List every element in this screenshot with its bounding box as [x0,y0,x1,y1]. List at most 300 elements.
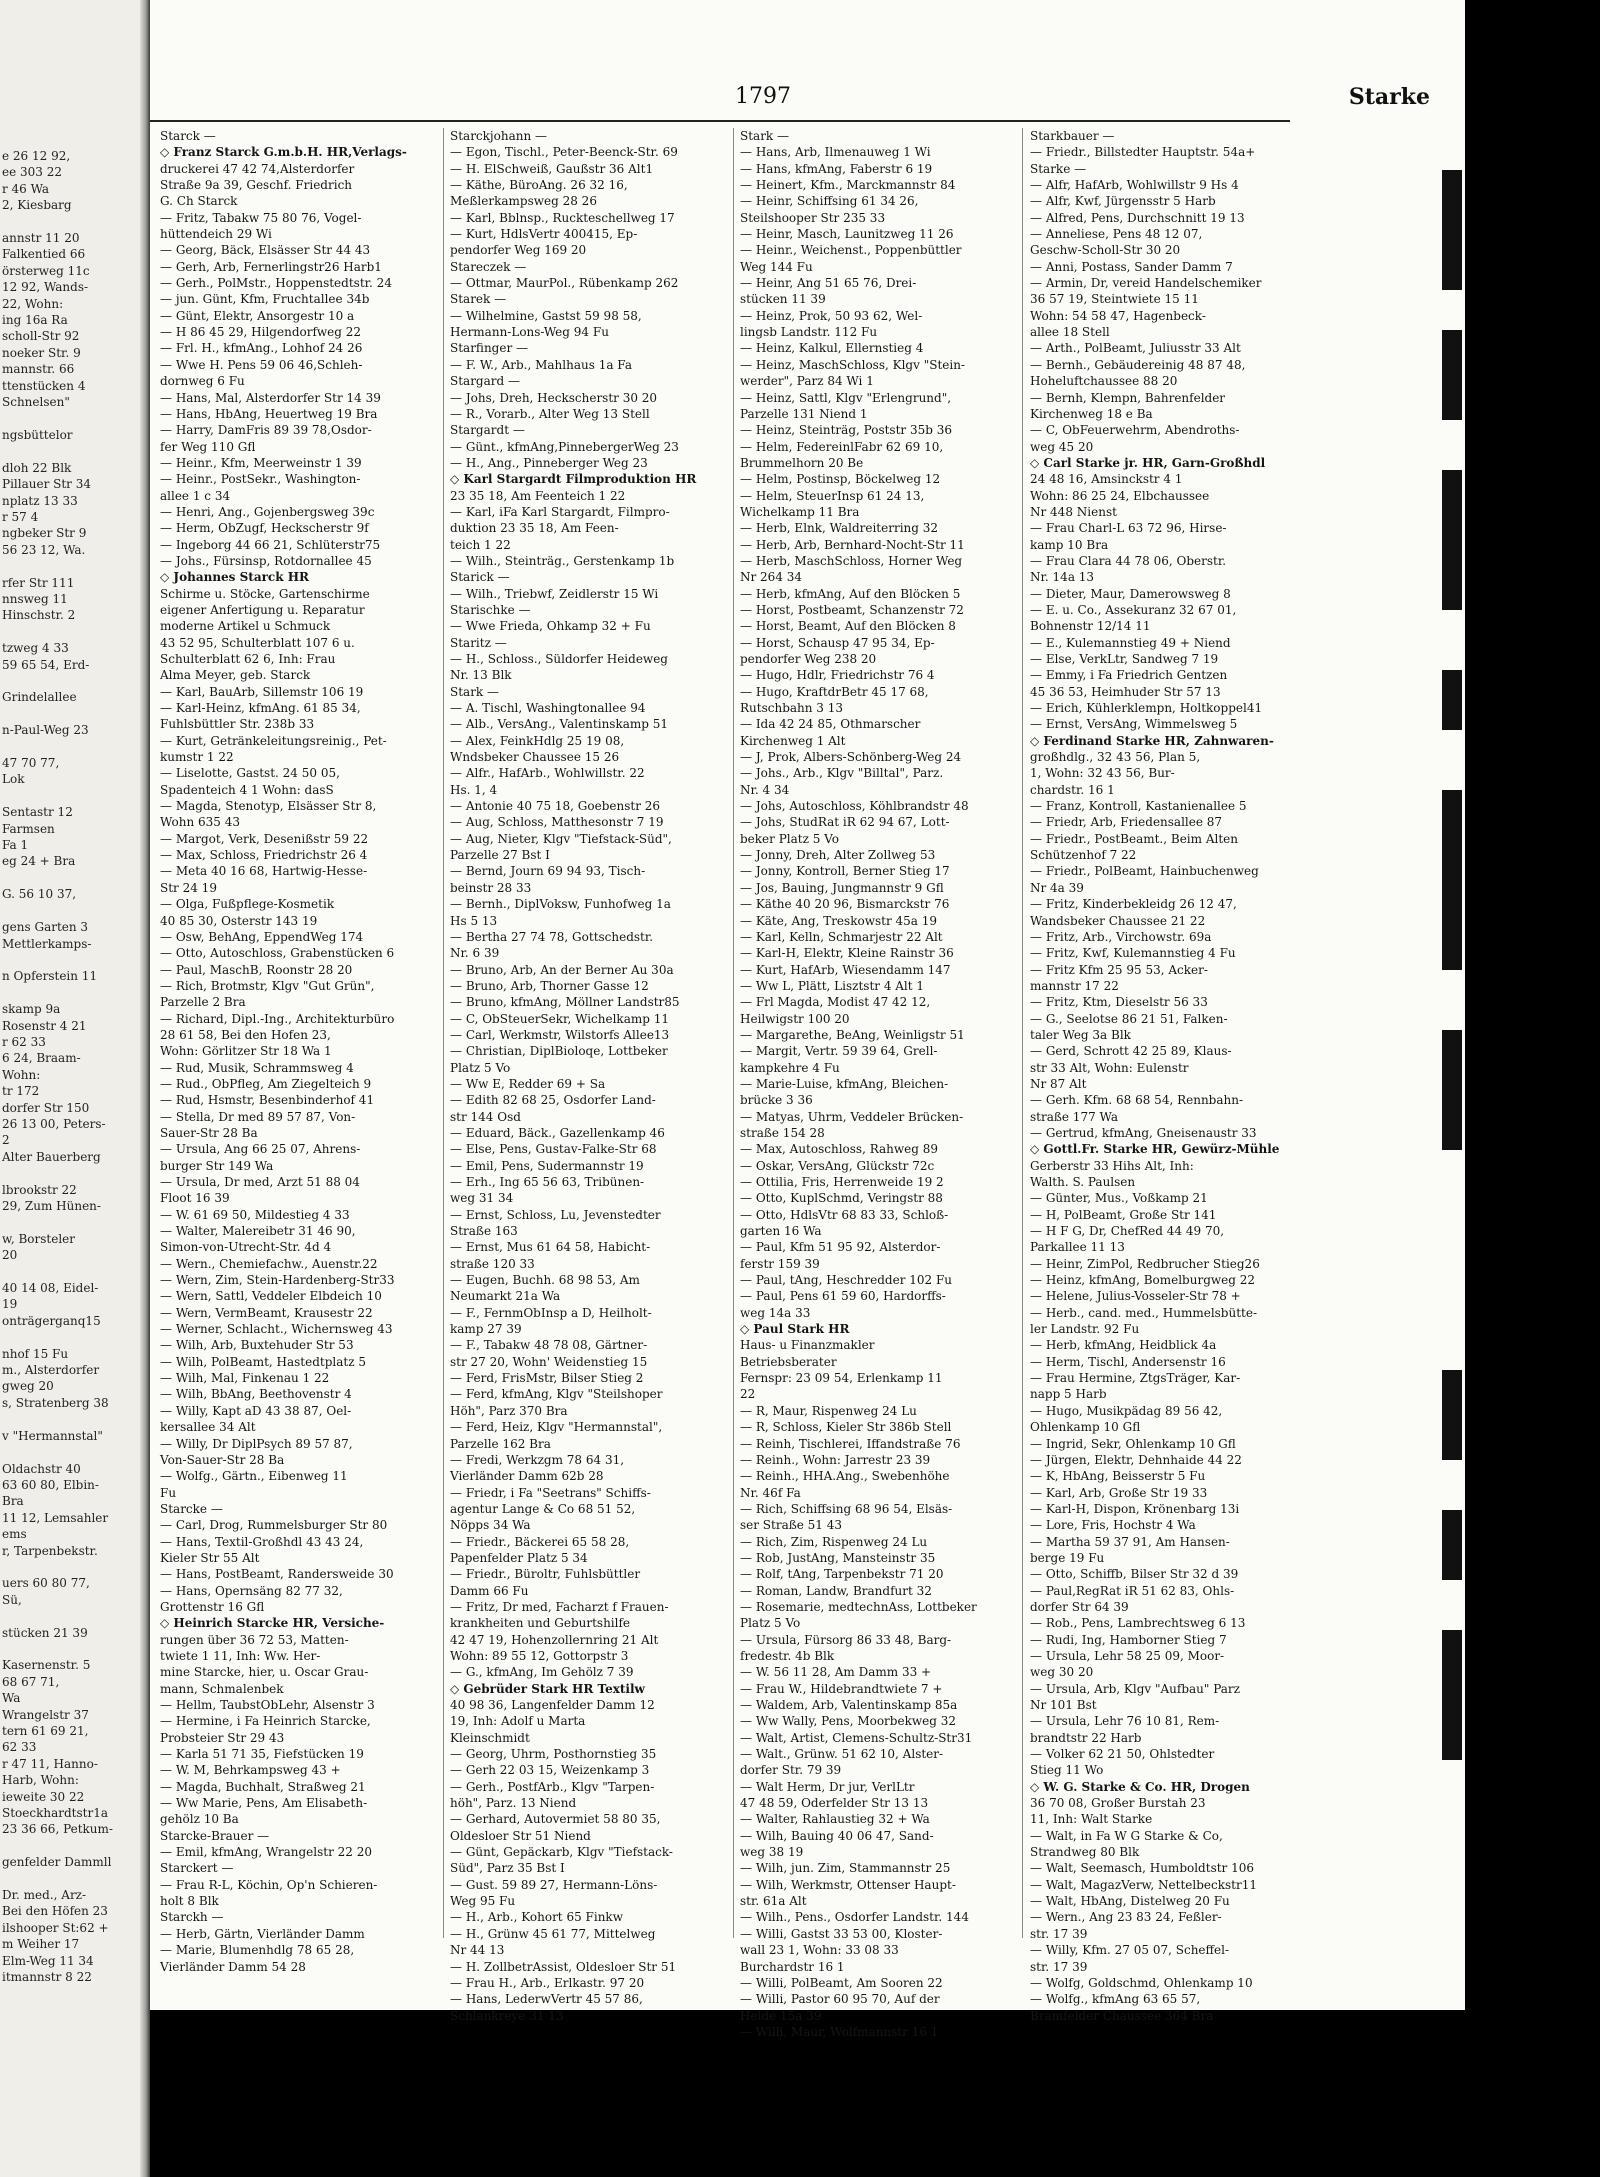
directory-entry-line: — Bruno, kfmAng, Möllner Landstr85 [450,995,680,1010]
directory-entry-line: Schirme u. Stöcke, Gartenschirme [160,586,370,601]
directory-entry-line: ◇ Johannes Starck HR [160,570,310,585]
directory-entry-line: Starckert — [160,1861,234,1876]
directory-entry-line: — Ernst, Mus 61 64 58, Habicht- [450,1240,651,1255]
directory-entry-line: — Willi, Pastor 60 95 70, Auf der [740,1992,940,2007]
directory-entry-line: — Max, Schloss, Friedrichstr 26 4 [160,848,368,863]
directory-entry-line: — Wilh, Werkmstr, Ottenser Haupt- [740,1877,956,1892]
directory-entry-line: — Hans, PostBeamt, Randersweide 30 [160,1567,394,1582]
previous-page-fragment: Elm-Weg 11 34 [2,1953,94,1968]
directory-entry-line: — H., Grünw 45 61 77, Mittelweg [450,1926,656,1941]
directory-entry-line: — Armin, Dr, vereid Handelschemiker [1030,276,1262,291]
directory-entry-line: — Frl Magda, Modist 47 42 12, [740,995,931,1010]
directory-entry-line: — Gust. 59 89 27, Hermann-Löns- [450,1877,658,1892]
directory-entry-line: Stareczek — [450,259,527,274]
directory-entry-line: — Ernst, Schloss, Lu, Jevenstedter [450,1207,661,1222]
previous-page-fragment: r 62 33 [2,1034,46,1049]
directory-entry-line: — Fritz, Kwf, Kulemannstieg 4 Fu [1030,946,1236,961]
directory-entry-line: — Magda, Stenotyp, Elsässer Str 8, [160,799,377,814]
directory-entry-line: — H. ElSchweiß, Gaußstr 36 Alt1 [450,161,654,176]
directory-entry-line: — Paul, Kfm 51 95 92, Alsterdor- [740,1240,941,1255]
previous-page-fragment: Pillauer Str 34 [2,477,91,492]
directory-entry-line: — Franz, Kontroll, Kastanienallee 5 [1030,799,1247,814]
directory-entry-line: — Horst, Postbeamt, Schanzenstr 72 [740,602,964,617]
directory-entry-line: ◇ W. G. Starke & Co. HR, Drogen [1030,1779,1250,1794]
directory-entry-line: Wndsbeker Chaussee 15 26 [450,750,620,765]
directory-entry-line: Nr 87 Alt [1030,1076,1087,1091]
directory-entry-line: mine Starcke, hier, u. Oscar Grau- [160,1665,369,1680]
directory-entry-line: — Gerh 22 03 15, Weizenkamp 3 [450,1763,650,1778]
directory-column-3 [740,128,1018,2039]
directory-entry-line: 24 48 16, Amsinckstr 4 1 [1030,472,1183,487]
directory-entry-line: — Emil, Pens, Sudermannstr 19 [450,1158,644,1173]
directory-entry-line: — Wilh., Pens., Osdorfer Landstr. 144 [740,1910,969,1925]
previous-page-fragment: 26 13 00, Peters- [2,1116,106,1131]
directory-entry-line: — Hugo, Musikpädag 89 56 42, [1030,1403,1223,1418]
directory-entry-line: Str 24 19 [160,880,217,895]
directory-entry-line: — Hans, Textil-Großhdl 43 43 24, [160,1534,364,1549]
directory-entry-line: — K, HbAng, Beisserstr 5 Fu [1030,1469,1206,1484]
previous-page-fragment: örsterweg 11c [2,263,90,278]
directory-entry-line: — Osw, BehAng, EppendWeg 174 [160,929,364,944]
previous-page-fragment: v "Hermannstal" [2,1428,103,1443]
directory-entry-line: weg 31 34 [450,1191,514,1206]
thumb-index-marks [1440,150,1465,1950]
directory-entry-line: twiete 1 11, Inh: Ww. Her- [160,1648,321,1663]
directory-entry-line: — Henri, Ang., Gojenbergsweg 39c [160,504,375,519]
directory-entry-line: — Herb, MaschSchloss, Horner Weg [740,553,963,568]
previous-page-fragment [0,443,150,459]
directory-entry-line: — Horst, Beamt, Auf den Blöcken 8 [740,619,956,634]
previous-page-fragment [0,985,150,1001]
directory-entry-line: — Walt, MagazVerw, Nettelbeckstr11 [1030,1877,1257,1892]
directory-entry-line: — H F G, Dr, ChefRed 44 49 70, [1030,1224,1225,1239]
directory-entry-line: Wohn 635 43 [160,815,241,830]
previous-page-fragment: m., Alsterdorfer [2,1363,100,1378]
directory-entry-line: — Ursula, Ang 66 25 07, Ahrens- [160,1142,361,1157]
directory-entry-line: — Heinr., Kfm, Meerweinstr 1 39 [160,455,362,470]
directory-entry-line: G. Ch Starck [160,194,238,209]
directory-entry-line: Schützenhof 7 22 [1030,848,1137,863]
directory-entry-line: str. 17 39 [1030,1926,1088,1941]
directory-entry-line: — Karla 51 71 35, Fiefstücken 19 [160,1747,364,1762]
directory-entry-line: — Paul, Pens 61 59 60, Hardorffs- [740,1289,946,1304]
directory-entry-line: — Heinz, Sattl, Klgv "Erlengrund", [740,390,952,405]
directory-entry-line: Stieg 11 Wo [1030,1763,1104,1778]
directory-entry-line: Wandsbeker Chaussee 21 22 [1030,913,1206,928]
directory-entry-line: — Friedr, Arb, Friedensallee 87 [1030,815,1223,830]
directory-entry-line: str. 61a Alt [740,1894,807,1909]
previous-page-fragment: itmannstr 8 22 [2,1970,92,1985]
directory-entry-line: — Ursula, Fürsorg 86 33 48, Barg- [740,1632,952,1647]
previous-page-fragment: gweg 20 [2,1379,54,1394]
directory-entry-line: Nr 4a 39 [1030,880,1084,895]
directory-entry-line: — Wern., Chemiefachw., Auenstr.22 [160,1256,378,1271]
directory-entry-line: — Rud, Musik, Schrammsweg 4 [160,1060,354,1075]
directory-entry-line: 40 85 30, Osterstr 143 19 [160,913,318,928]
directory-entry-line: lingsb Landstr. 112 Fu [740,325,878,340]
directory-entry-line: Bramfelder Chaussee 364 Bra [1030,2008,1214,2023]
directory-entry-line: — Hans, Mal, Alsterdorfer Str 14 39 [160,390,381,405]
previous-page-fragment [0,558,150,574]
directory-entry-line: Hs. 1, 4 [450,782,498,797]
directory-entry-line: — Margit, Vertr. 59 39 64, Grell- [740,1044,938,1059]
directory-entry-line: — Reinh., HHA.Ang., Swebenhöhe [740,1469,950,1484]
directory-entry-line: — Martha 59 37 91, Am Hansen- [1030,1534,1230,1549]
directory-entry-line: Nr. 6 39 [450,946,500,961]
directory-entry-line: — Rich, Schiffsing 68 96 54, Elsäs- [740,1501,953,1516]
directory-entry-line: Starcke-Brauer — [160,1828,270,1843]
directory-entry-line: Burchardstr 16 1 [740,1959,845,1974]
directory-entry-line: — Fritz, Arb., Virchowstr. 69a [1030,929,1212,944]
previous-page-fragment: Stoeckhardtstr1a [2,1806,108,1821]
directory-entry-line: napp 5 Harb [1030,1387,1107,1402]
directory-entry-line: — Wilh, Bauing 40 06 47, Sand- [740,1828,934,1843]
directory-entry-line: weg 30 20 [1030,1665,1094,1680]
directory-entry-line: kamp 10 Bra [1030,537,1109,552]
directory-entry-line: Starfinger — [450,341,528,356]
directory-entry-line: — Bernh, Klempn, Bahrenfelder [1030,390,1226,405]
previous-page-fragment: Wa [2,1691,21,1706]
directory-entry-line: — Christian, DiplBioloqe, Lottbeker [450,1044,668,1059]
previous-page-fragment: Harb, Wohn: [2,1773,79,1788]
directory-entry-line: 42 47 19, Hohenzollernring 21 Alt [450,1632,659,1647]
directory-entry-line: ferstr 159 39 [740,1256,820,1271]
directory-entry-line: — Günt, Elektr, Ansorgestr 10 a [160,308,355,323]
directory-entry-line: — Frau Charl-L 63 72 96, Hirse- [1030,521,1227,536]
directory-entry-line: — Erh., Ing 65 56 63, Tribünen- [450,1175,645,1189]
directory-entry-line: — Wern, Sattl, Veddeler Elbdeich 10 [160,1289,382,1304]
directory-entry-line: — Herm, Tischl, Andersenstr 16 [1030,1354,1226,1369]
directory-entry-line: — Günter, Mus., Voßkamp 21 [1030,1191,1208,1206]
previous-page-fragment: onträgerganq15 [2,1313,101,1328]
page-number: 1797 [735,84,791,109]
directory-entry-line: pendorfer Weg 169 20 [450,243,587,258]
directory-entry-line: Oldesloer Str 51 Niend [450,1828,591,1843]
directory-entry-line: — Meta 40 16 68, Hartwig-Hesse- [160,864,368,879]
directory-entry-line: — jun. Günt, Kfm, Fruchtallee 34b [160,292,370,307]
directory-entry-line: — Magda, Buchhalt, Straßweg 21 [160,1779,366,1794]
column-divider [443,128,444,1938]
previous-page-fragment: 63 60 80, Elbin- [2,1477,99,1492]
directory-entry-line: — Erich, Kühlerklempn, Holtkoppel41 [1030,701,1263,716]
previous-page-fragment: Hinschstr. 2 [2,608,76,623]
directory-entry-line: Steilshooper Str 235 33 [740,210,886,225]
directory-entry-line: ◇ Paul Stark HR [740,1322,850,1337]
directory-entry-line: — Marie, Blumenhdlg 78 65 28, [160,1943,355,1958]
directory-entry-line: mann, Schmalenbek [160,1681,284,1696]
previous-page-fragment: Fa 1 [2,838,29,853]
directory-entry-line: Kleinschmidt [450,1730,530,1745]
header-rule [150,120,1290,122]
previous-page-fragment [0,1214,150,1230]
directory-entry-line: Fuhlsbüttler Str. 238b 33 [160,717,315,732]
directory-entry-line: — Wolfg, Goldschmd, Ohlenkamp 10 [1030,1975,1253,1990]
directory-entry-line: Heilwigstr 100 20 [740,1011,850,1026]
previous-page-fragment: Rosenstr 4 21 [2,1018,87,1033]
directory-entry-line: — Heinr., Weichenst., Poppenbüttler [740,243,962,258]
previous-page-fragment [0,214,150,230]
directory-entry-line: — R, Maur, Rispenweg 24 Lu [740,1403,917,1418]
directory-entry-line: — Liselotte, Gastst. 24 50 05, [160,766,340,781]
directory-entry-line: — Ww E, Redder 69 + Sa [450,1076,606,1091]
directory-entry-line: — Wilh, Arb, Buxtehuder Str 53 [160,1338,354,1353]
directory-entry-line: — Paul, tAng, Heschredder 102 Fu [740,1273,953,1288]
directory-entry-line: — Paul, MaschB, Roonstr 28 20 [160,962,353,977]
directory-entry-line: — R, Schloss, Kieler Str 386b Stell [740,1420,952,1435]
running-headword: Starke [1348,84,1430,110]
directory-entry-line: — Georg, Bäck, Elsässer Str 44 43 [160,243,371,258]
previous-page-fragment: Farmsen [2,821,55,836]
directory-entry-line: — Walt., Grünw. 51 62 10, Alster- [740,1747,944,1762]
directory-entry-line: — Heinz, kfmAng, Bomelburgweg 22 [1030,1273,1256,1288]
directory-entry-line: Rutschbahn 3 13 [740,701,844,716]
directory-entry-line: — Hans, HbAng, Heuertweg 19 Bra [160,406,378,421]
directory-entry-line: — Ingeborg 44 66 21, Schlüterstr75 [160,537,381,552]
directory-entry-line: — Rud, Hsmstr, Besenbinderhof 41 [160,1093,375,1108]
directory-entry-line: Neumarkt 21a Wa [450,1289,561,1304]
directory-entry-line: — F., FernmObInsp a D, Heilholt- [450,1305,652,1320]
previous-page-fragment: nplatz 13 33 [2,493,78,508]
directory-entry-line: Stargard — [450,374,521,389]
previous-page-fragment: skamp 9a [2,1002,61,1017]
directory-entry-line: — Rich, Zim, Rispenweg 24 Lu [740,1534,928,1549]
previous-page-fragment: scholl-Str 92 [2,329,80,344]
previous-page-fragment: r 47 11, Hanno- [2,1756,98,1771]
directory-entry-line: — Günt., kfmAng,PinnebergerWeg 23 [450,439,679,454]
previous-page-fragment: 6 24, Braam- [2,1051,81,1066]
previous-page-fragment [0,673,150,689]
directory-entry-line: — Alfr., HafArb., Wohlwillstr. 22 [450,766,645,781]
directory-entry-line: werder", Parz 84 Wi 1 [740,374,874,389]
directory-entry-line: — Frau Clara 44 78 06, Oberstr. [1030,553,1227,568]
previous-page-fragment: nhof 15 Fu [2,1346,69,1361]
directory-entry-line: Straße 9a 39, Geschf. Friedrich [160,178,353,193]
directory-entry-line: — H. ZollbetrAssist, Oldesloer Str 51 [450,1959,677,1974]
directory-entry-line: — Ottilia, Fris, Herrenweide 19 2 [740,1175,944,1189]
directory-entry-line: — H., Schloss., Süldorfer Heideweg [450,652,668,666]
directory-entry-line: — Alex, FeinkHdlg 25 19 08, [450,733,625,748]
directory-entry-line: Nr. 13 Blk [450,668,512,683]
directory-entry-line: — C, ObFeuerwehrm, Abendroths- [1030,423,1240,438]
directory-entry-line: Walth. S. Paulsen [1030,1175,1136,1189]
directory-entry-line: 11, Inh: Walt Starke [1030,1812,1153,1827]
directory-entry-line: — Herm, ObZugf, Heckscherstr 9f [160,521,369,536]
directory-entry-line: — Ferd, kfmAng, Klgv "Steilshoper [450,1387,663,1402]
directory-entry-line: Wichelkamp 11 Bra [740,504,860,519]
directory-entry-line: — Gerh., PolMstr., Hoppenstedtstr. 24 [160,276,392,291]
previous-page-fragment: Schnelsen" [2,395,70,410]
directory-entry-line: Simon-von-Utrecht-Str. 4d 4 [160,1240,332,1255]
directory-entry-line: — Waldem, Arb, Valentinskamp 85a [740,1698,958,1712]
directory-entry-line: beker Platz 5 Vo [740,831,839,846]
previous-page-fragment: gens Garten 3 [2,920,89,935]
previous-page-fragment: Wohn: [2,1067,41,1082]
directory-entry-line: — Heinz, Kalkul, Ellernstieg 4 [740,341,924,356]
directory-entry-line: str. 17 39 [1030,1959,1088,1974]
directory-entry-line: Wohn: Görlitzer Str 18 Wa 1 [160,1044,332,1059]
directory-entry-line: taler Weg 3a Blk [1030,1027,1131,1042]
directory-entry-line: kampkehre 4 Fu [740,1060,840,1075]
previous-page-fragment: m Weiher 17 [2,1937,80,1952]
directory-entry-line: Starick — [450,570,510,585]
directory-entry-line: 36 70 08, Großer Burstah 23 [1030,1796,1206,1811]
directory-entry-line: Hoheluftchaussee 88 20 [1030,374,1178,389]
directory-entry-line: str 144 Osd [450,1109,521,1124]
directory-entry-line: — Frau W., Hildebrandtwiete 7 + [740,1681,943,1696]
directory-entry-line: weg 38 19 [740,1845,804,1860]
directory-entry-line: ◇ Franz Starck G.m.b.H. HR,Verlags- [160,145,407,160]
directory-entry-line: Damm 66 Fu [450,1583,529,1598]
directory-entry-line: — Johs., Fürsinsp, Rotdornallee 45 [160,553,372,568]
previous-page-fragment: tr 172 [2,1084,40,1099]
directory-entry-line: Parzelle 131 Niend 1 [740,406,868,421]
directory-entry-line: dornweg 6 Fu [160,374,245,389]
directory-entry-line: — Gerhard, Autovermiet 58 80 35, [450,1812,661,1827]
directory-entry-line: — Jürgen, Elektr, Dehnhaide 44 22 [1030,1452,1242,1467]
directory-entry-line: — Fritz, Kinderbekleidg 26 12 47, [1030,897,1237,912]
directory-entry-line: — Oskar, VersAng, Glückstr 72c [740,1158,935,1173]
directory-entry-line: — Else, VerkLtr, Sandweg 7 19 [1030,652,1219,666]
directory-entry-line: — Rosemarie, medtechnAss, Lottbeker [740,1599,977,1614]
directory-entry-line: Wohn: 86 25 24, Elbchaussee [1030,488,1210,503]
directory-entry-line: weg 45 20 [1030,439,1094,454]
previous-page-edge [0,0,150,2177]
directory-column-2 [450,128,728,2023]
directory-entry-line: Strandweg 80 Blk [1030,1845,1140,1860]
directory-entry-line: Sauer-Str 28 Ba [160,1125,258,1140]
directory-entry-line: — Otto, Autoschloss, Grabenstücken 6 [160,946,395,961]
directory-entry-line: — Gerh, Arb, Fernerlingstr26 Harb1 [160,259,382,274]
directory-entry-line: — Ursula, Arb, Klgv "Aufbau" Parz [1030,1681,1240,1696]
directory-entry-line: — Karl, BauArb, Sillemstr 106 19 [160,684,364,699]
directory-entry-line: — Frau Hermine, ZtgsTräger, Kar- [1030,1371,1241,1386]
directory-entry-line: — Rob, JustAng, Mansteinstr 35 [740,1550,936,1565]
directory-entry-line: — Fritz, Dr med, Facharzt f Frauen- [450,1599,669,1614]
directory-entry-line: hüttendeich 29 Wi [160,227,272,242]
directory-entry-line: — Wilh, BbAng, Beethovenstr 4 [160,1387,352,1402]
directory-entry-line: ◇ Ferdinand Starke HR, Zahnwaren- [1030,733,1274,748]
directory-entry-line: — Hugo, KraftdrBetr 45 17 68, [740,684,929,699]
directory-entry-line: Starck — [160,129,216,143]
directory-entry-line: — Bernd, Journ 69 94 93, Tisch- [450,864,646,879]
directory-entry-line: — Ottmar, MaurPol., Rübenkamp 262 [450,276,679,291]
directory-entry-line: — R., Vorarb., Alter Weg 13 Stell [450,406,650,421]
directory-entry-line: — Hans, Arb, Ilmenauweg 1 Wi [740,145,931,160]
directory-entry-line: Spadenteich 4 1 Wohn: dasS [160,782,334,797]
directory-entry-line: gehölz 10 Ba [160,1812,239,1827]
directory-entry-line: — Rudi, Ing, Hamborner Stieg 7 [1030,1632,1227,1647]
directory-entry-line: — Emmy, i Fa Friedrich Gentzen [1030,668,1228,683]
directory-entry-line: — Dieter, Maur, Damerowsweg 8 [1030,586,1231,601]
directory-entry-line: — Otto, Schiffb, Bilser Str 32 d 39 [1030,1567,1239,1582]
column-divider [1022,128,1023,1938]
directory-entry-line: — Käte, Ang, Treskowstr 45a 19 [740,913,937,928]
previous-page-fragment [0,1264,150,1280]
directory-entry-line: — Aug, Schloss, Matthesonstr 7 19 [450,815,664,830]
directory-entry-line: Starek — [450,292,507,307]
directory-entry-line: 40 98 36, Langenfelder Damm 12 [450,1698,655,1712]
directory-entry-line: — Otto, KuplSchmd, Veringstr 88 [740,1191,943,1206]
directory-entry-line: — G., kfmAng, Im Gehölz 7 39 [450,1665,634,1680]
previous-page-fragment: noeker Str. 9 [2,345,81,360]
previous-page-fragment: ieweite 30 22 [2,1789,85,1804]
previous-page-fragment: annstr 11 20 [2,231,80,246]
directory-entry-line: — H., Arb., Kohort 65 Finkw [450,1910,623,1925]
directory-entry-line: großhdlg., 32 43 56, Plan 5, [1030,750,1201,765]
previous-page-fragment: rfer Str 111 [2,575,75,590]
previous-page-fragment: r 46 Wa [2,181,50,196]
directory-entry-line: 1, Wohn: 32 43 56, Bur- [1030,766,1175,781]
directory-entry-line: Floot 16 39 [160,1191,230,1206]
directory-entry-line: — H., Ang., Pinneberger Weg 23 [450,455,648,470]
previous-page-fragment: ems [2,1527,27,1542]
directory-entry-line: — W. 56 11 28, Am Damm 33 + [740,1665,932,1680]
directory-entry-line: Parkallee 11 13 [1030,1240,1125,1255]
directory-entry-line: — W. 61 69 50, Mildestieg 4 33 [160,1207,350,1222]
directory-entry-line: — Bruno, Arb, An der Berner Au 30a [450,962,674,977]
directory-entry-line: Parzelle 27 Bst I [450,848,550,863]
directory-entry-line: — Herb, Elnk, Waldreiterring 32 [740,521,939,536]
previous-page-fragment: ttenstücken 4 [2,378,86,393]
directory-entry-line: — Karl-Heinz, kfmAng. 61 85 34, [160,701,361,716]
previous-page-fragment: nnsweg 11 [2,591,68,606]
directory-entry-line: — Edith 82 68 25, Osdorfer Land- [450,1093,656,1108]
directory-entry-line: 36 57 19, Steintwiete 15 11 [1030,292,1199,307]
directory-entry-line: straße 120 33 [450,1256,535,1271]
directory-entry-line: eigener Anfertigung u. Reparatur [160,602,365,617]
directory-entry-line: garten 16 Wa [740,1224,822,1239]
directory-entry-line: — Karl, iFa Karl Stargardt, Filmpro- [450,504,670,519]
directory-entry-line: Wohn: 89 55 12, Gottorpstr 3 [450,1648,629,1663]
directory-entry-line: — Johs, Autoschloss, Köhlbrandstr 48 [740,799,969,814]
directory-entry-line: Brummelhorn 20 Be [740,455,864,470]
directory-entry-line: brandtstr 22 Harb [1030,1730,1142,1745]
directory-entry-line: — C, ObSteuerSekr, Wichelkamp 11 [450,1011,669,1026]
directory-entry-line: — Karl, Kelln, Schmarjestr 22 Alt [740,929,943,944]
directory-entry-line: — Willi, Gastst 33 53 00, Kloster- [740,1926,943,1941]
directory-entry-line: — Harry, DamFris 89 39 78,Osdor- [160,423,372,438]
directory-entry-line: Fu [160,1485,177,1500]
directory-entry-line: mannstr 17 22 [1030,978,1119,993]
directory-entry-line: — Walt Herm, Dr jur, VerlLtr [740,1779,915,1794]
previous-page-fragment: ngbeker Str 9 [2,526,87,541]
previous-page-fragment: n Opferstein 11 [2,969,98,984]
directory-entry-line: Fernspr: 23 09 54, Erlenkamp 11 [740,1371,943,1386]
directory-entry-line: 47 48 59, Oderfelder Str 13 13 [740,1796,929,1811]
directory-entry-line: allee 18 Stell [1030,325,1110,340]
directory-entry-line: — Walter, Rahlaustieg 32 + Wa [740,1812,930,1827]
previous-page-fragment: r, Tarpenbekstr. [2,1543,98,1558]
directory-entry-line: — W. M, Behrkampsweg 43 + [160,1763,341,1778]
directory-entry-line: — Marie-Luise, kfmAng, Bleichen- [740,1076,949,1091]
directory-entry-line: — Friedr., PolBeamt, Hainbuchenweg [1030,864,1259,879]
directory-entry-line: — Karl-H, Dispon, Krönenbarg 13i [1030,1501,1240,1516]
previous-page-fragment: Falkentied 66 [2,247,86,262]
directory-entry-line: str 27 20, Wohn' Weidenstieg 15 [450,1354,648,1369]
directory-entry-line: — Emil, kfmAng, Wrangelstr 22 20 [160,1845,372,1860]
directory-entry-line: — Karl-H, Elektr, Kleine Rainstr 36 [740,946,954,961]
directory-entry-line: — Friedr., PostBeamt., Beim Alten [1030,831,1238,846]
directory-entry-line: Haus- u Finanzmakler [740,1338,875,1353]
directory-entry-line: — Rob., Pens, Lambrechtsweg 6 13 [1030,1616,1246,1631]
directory-entry-line: Stark — [450,684,500,699]
directory-entry-line: ◇ Carl Starke jr. HR, Garn-Großhdl [1030,455,1266,470]
directory-entry-line: — Heinr, Schiffsing 61 34 26, [740,194,919,209]
directory-entry-line: dorfer Str. 79 39 [740,1763,842,1778]
directory-entry-line: — Heinr, Masch, Launitzweg 11 26 [740,227,954,242]
directory-entry-line: — Rolf, tAng, Tarpenbekstr 71 20 [740,1567,944,1582]
previous-page-fragment [0,1871,150,1887]
